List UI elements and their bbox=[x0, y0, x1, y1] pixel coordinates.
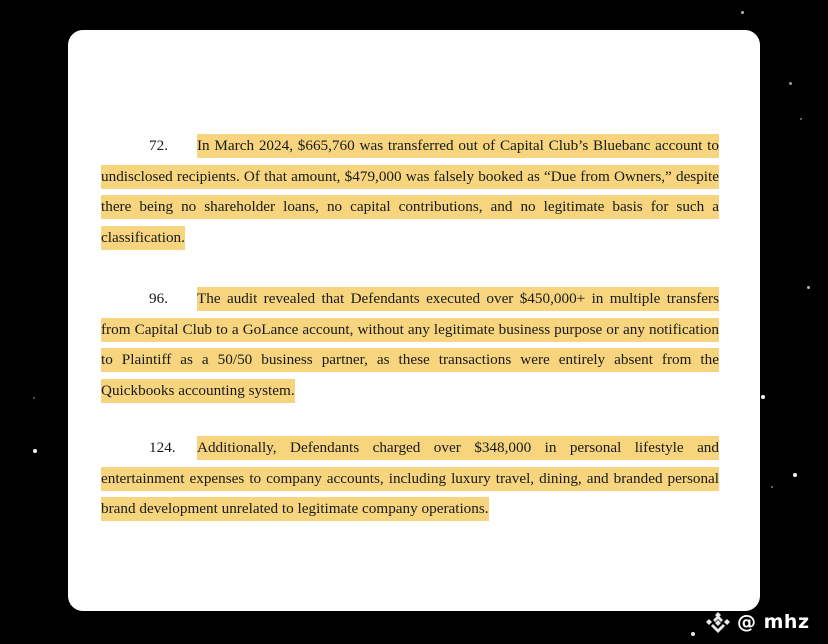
star bbox=[33, 397, 35, 399]
paragraph-72 bbox=[101, 131, 719, 253]
paragraph-number: 96. bbox=[149, 290, 168, 308]
highlighted-text: Additionally, Defendants charged over $348,000 in personal lifestyle and entertainment expenses to company accounts, including luxury travel, dining, and branded personal brand development unrelated to legitimate company operations. bbox=[101, 436, 719, 521]
highlighted-text: In March 2024, $665,760 was transferred out of Capital Club’s Bluebanc account to undisclosed recipients. Of that amount, $479,000 was falsely booked as “Due from Owners,” despite there being no shareholder loans, no capital contributions, and no legitimate basis for such a classification. bbox=[101, 134, 719, 250]
document-card bbox=[68, 30, 760, 611]
paragraph-124 bbox=[101, 433, 719, 525]
watermark bbox=[705, 608, 810, 636]
star bbox=[793, 473, 797, 477]
star bbox=[761, 395, 765, 399]
paragraph-number: 124. bbox=[149, 439, 176, 457]
star bbox=[771, 486, 773, 488]
star bbox=[691, 632, 695, 636]
paragraph-number: 72. bbox=[149, 137, 168, 155]
paragraph-96 bbox=[101, 284, 719, 406]
star bbox=[33, 449, 37, 453]
watermark-text: @ mhz bbox=[737, 611, 810, 633]
star bbox=[800, 118, 802, 120]
star bbox=[741, 11, 744, 14]
star bbox=[807, 286, 810, 289]
star bbox=[789, 82, 792, 85]
highlighted-text: The audit revealed that Defendants executed over $450,000+ in multiple transfers from Capital Club to a GoLance account, without any legitimate business purpose or any notification to Plaintiff as a 50/50 business partner, as these transactions were entirely absent from the Quickbooks accounting system. bbox=[101, 287, 719, 403]
diamond-logo-icon bbox=[705, 611, 731, 633]
